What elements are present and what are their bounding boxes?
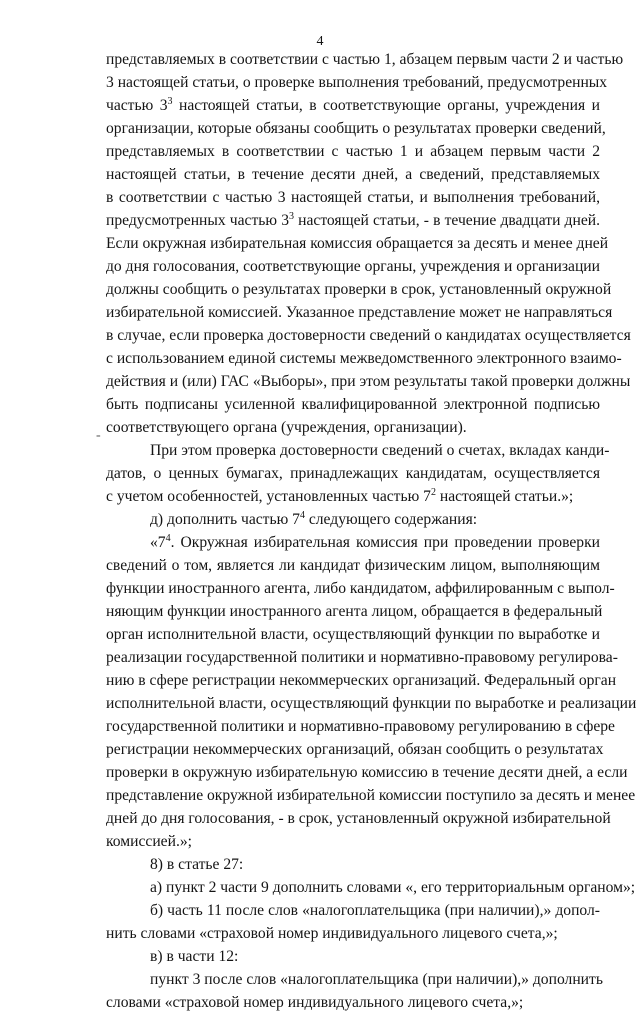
text-line <box>106 209 600 232</box>
text-line-content: б) часть 11 после слов «налогоплательщика (при наличии),» допол- <box>150 902 600 919</box>
text-line <box>150 945 238 968</box>
text-line-content: представляемых в соответствии с частью 1, абзацем первым части 2 и частью <box>106 51 624 68</box>
text-line-content: 3 настоящей статьи, о проверке выполнения требований, предусмотренных <box>106 74 608 91</box>
text-line-content: исполнительной власти, осуществляющий функции по выработке и реализации <box>106 695 637 712</box>
text-line <box>106 577 615 600</box>
text-line-content: датов, о ценных бумагах, принадлежащих кандидатам, осуществляется <box>106 465 600 482</box>
text-line <box>150 439 610 462</box>
text-line-content: словами «страховой номер индивидуального лицевого счета,»; <box>106 994 524 1011</box>
text-line-content: При этом проверка достоверности сведений о счетах, вкладах канди- <box>150 442 610 459</box>
margin-mark: - <box>96 428 101 443</box>
text-line <box>106 485 573 508</box>
page-number: 4 <box>316 34 324 49</box>
text-line <box>106 232 609 255</box>
text-line <box>106 94 600 117</box>
superscript: 4 <box>165 532 171 544</box>
text-line-content: в) в части 12: <box>150 948 239 965</box>
text-line <box>150 508 477 531</box>
text-line <box>106 623 600 646</box>
text-line-content: орган исполнительной власти, осуществляющий функции по выработке и <box>106 626 600 643</box>
text-line-continuation: настоящей статьи, в соответствующие органы, учреждения и <box>172 97 600 114</box>
superscript: 3 <box>167 95 173 107</box>
text-line-content: функции иностранного агента, либо кандидатом, аффилированным с выпол- <box>106 580 615 597</box>
text-line <box>106 554 600 577</box>
text-line-content: няющим функции иностранного агента лицом, обращается в федеральный <box>106 603 603 620</box>
superscript: 3 <box>289 210 294 222</box>
text-line-content: должны сообщить о результатах проверки в срок, установленный окружной <box>106 281 612 298</box>
text-line-content: частью 3 <box>106 97 168 114</box>
text-line <box>106 347 622 370</box>
text-line-content: сведений о том, является ли кандидат физическим лицом, выполняющим <box>106 557 600 574</box>
text-line <box>106 255 600 278</box>
text-line <box>106 715 615 738</box>
text-line-content: избирательной комиссией. Указанное представление может не направляться <box>106 304 613 321</box>
superscript: 2 <box>430 486 436 498</box>
text-line <box>150 968 603 991</box>
text-line-content: представляемых в соответствии с частью 1 и абзацем первым части 2 <box>106 143 600 160</box>
text-line <box>106 301 613 324</box>
text-line-continuation: настоящей статьи.»; <box>435 488 574 505</box>
text-line-content: в соответствии с частью 3 настоящей статьи, и выполнения требований, <box>106 189 600 206</box>
text-line <box>106 186 600 209</box>
text-line <box>150 531 600 554</box>
text-line <box>106 646 618 669</box>
text-line <box>106 416 467 439</box>
text-line-content: реализации государственной политики и нормативно-правовому регулирова- <box>106 649 618 666</box>
text-line <box>106 692 637 715</box>
text-line-content: быть подписаны усиленной квалифицированной электронной подписью <box>106 396 600 413</box>
text-line <box>106 370 631 393</box>
superscript: 4 <box>299 509 305 521</box>
text-line <box>150 899 600 922</box>
text-line <box>106 117 606 140</box>
text-line-content: нить словами «страховой номер индивидуального лицевого счета,»; <box>106 925 558 942</box>
text-line-content: настоящей статьи, в течение десяти дней, а сведений, представляемых <box>106 166 600 183</box>
text-line <box>106 140 600 163</box>
text-line <box>150 876 636 899</box>
text-line-content: предусмотренных частью 3 <box>106 212 289 229</box>
text-line-content: Если окружная избирательная комиссия обращается за десять и менее дней <box>106 235 609 252</box>
text-line <box>106 738 604 761</box>
text-line-content: организации, которые обязаны сообщить о результатах проверки сведений, <box>106 120 606 137</box>
text-line <box>106 784 636 807</box>
text-line-content: до дня голосования, соответствующие органы, учреждения и организации <box>106 258 600 275</box>
text-line <box>106 761 628 784</box>
text-line <box>106 48 624 71</box>
text-line-content: с использованием единой системы межведомственного электронного взаимо- <box>106 350 622 367</box>
text-line <box>106 278 612 301</box>
text-line <box>106 324 631 347</box>
text-line <box>106 991 523 1014</box>
text-line-content: пункт 3 после слов «налогоплательщика (при наличии),» дополнить <box>150 971 603 988</box>
text-line <box>106 163 600 186</box>
text-line <box>106 922 558 945</box>
text-line-content: «7 <box>150 534 166 551</box>
text-line-continuation: . Окружная избирательная комиссия при проведении проверки <box>170 534 600 551</box>
text-line <box>106 669 617 692</box>
text-line-content: представление окружной избирательной комиссии поступило за десять и менее <box>106 787 636 804</box>
text-line <box>106 71 608 94</box>
text-line-content: регистрации некоммерческих организаций, обязан сообщить о результатах <box>106 741 604 758</box>
text-line-content: с учетом особенностей, установленных частью 7 <box>106 488 431 505</box>
text-line <box>106 462 600 485</box>
text-line-continuation: настоящей статьи, - в течение двадцати дней. <box>294 212 601 229</box>
text-line <box>106 600 603 623</box>
text-line-content: соответствующего органа (учреждения, организации). <box>106 419 467 436</box>
text-line <box>106 807 611 830</box>
text-line <box>150 853 243 876</box>
text-line-content: в случае, если проверка достоверности сведений о кандидатах осуществляется <box>106 327 631 344</box>
text-line <box>106 830 192 853</box>
text-line-content: действия и (или) ГАС «Выборы», при этом результаты такой проверки должны <box>106 373 631 390</box>
text-line-content: государственной политики и нормативно-правовому регулированию в сфере <box>106 718 615 735</box>
text-line <box>106 393 600 416</box>
text-line-content: дней до дня голосования, - в срок, установленный окружной избирательной <box>106 810 611 827</box>
text-line-content: проверки в окружную избирательную комиссию в течение десяти дней, а если <box>106 764 628 781</box>
text-line-content: 8) в статье 27: <box>150 856 244 873</box>
text-line-content: д) дополнить частью 7 <box>150 511 300 528</box>
text-line-content: комиссией.»; <box>106 833 192 850</box>
text-line-continuation: следующего содержания: <box>304 511 478 528</box>
text-line-content: а) пункт 2 части 9 дополнить словами «, его территориальным органом»; <box>150 879 636 896</box>
text-line-content: нию в сфере регистрации некоммерческих организаций. Федеральный орган <box>106 672 617 689</box>
